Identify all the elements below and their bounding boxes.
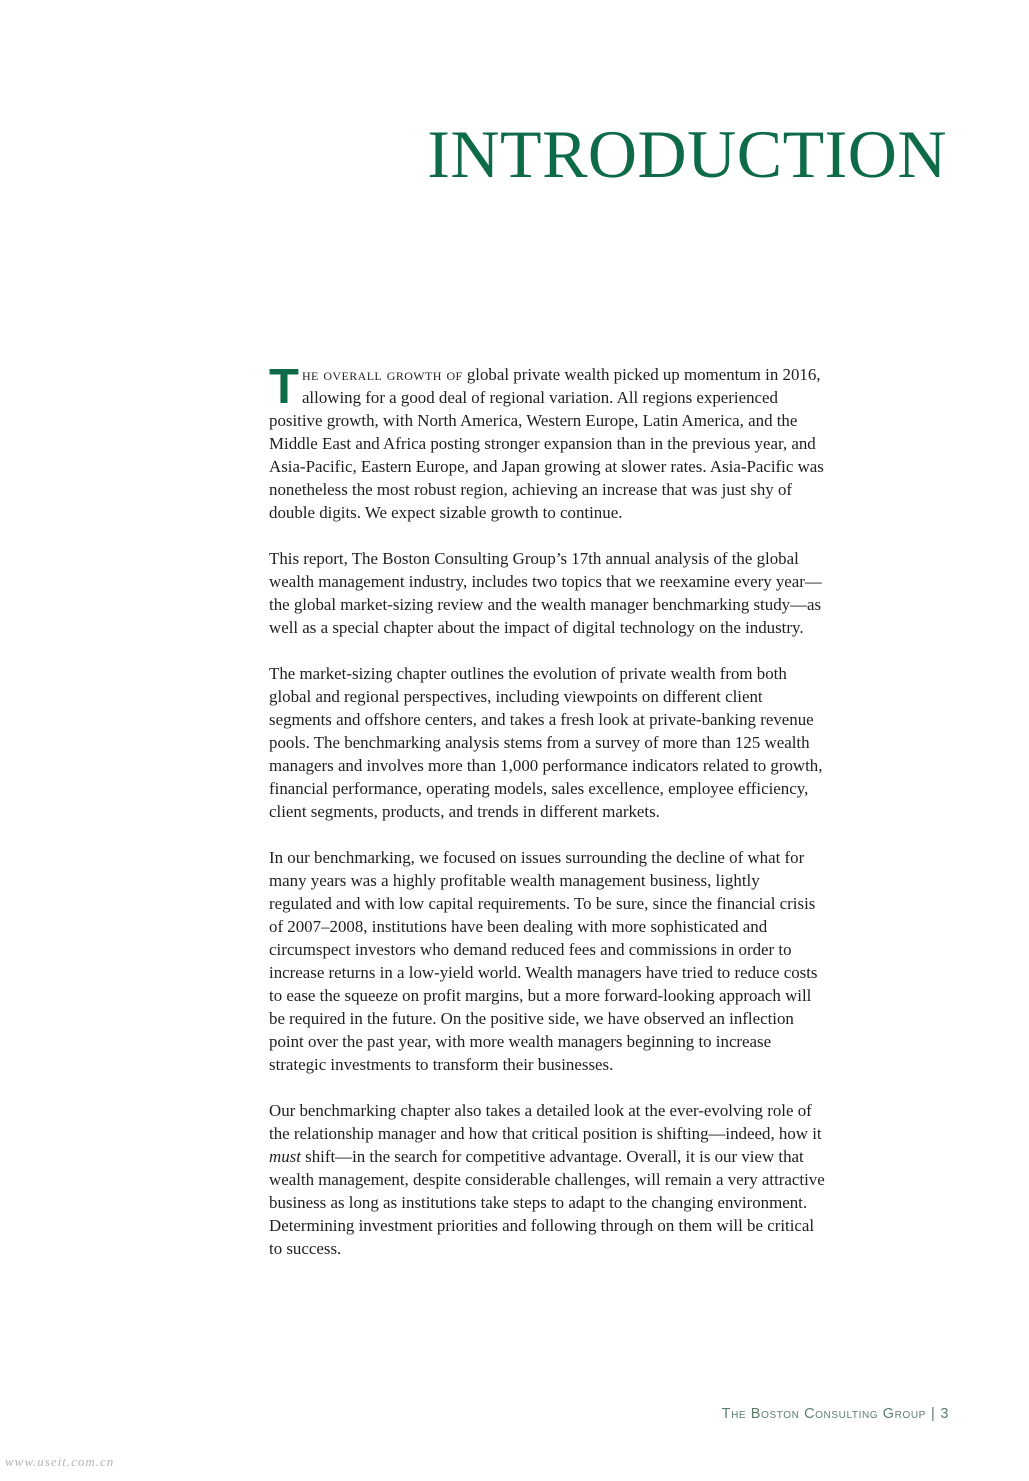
paragraph-4: In our benchmarking, we focused on issues surrounding the decline of what for many years was a highly profitable wealth management business, lightly regulated and with low capital requirements. To be sure, since the financial crisis of 2007–2008, institutions have been dealing with more sophisticated and circumspect investors who demand reduced fees and commissions in order to increase returns in a low-yield world. Wealth managers have tried to reduce costs to ease the squeeze on profit margins, but a more forward-looking approach will be required in the future. On the positive side, we have observed an inflection point over the past year, with more wealth managers beginning to increase strategic investments to transform their businesses. (269, 848, 818, 1074)
page-title: INTRODUCTION (427, 116, 947, 192)
drop-cap: T (269, 360, 299, 414)
paragraph-5-text-before: Our benchmarking chapter also takes a detailed look at the ever-evolving role of the relationship manager and how that critical position is shifting—indeed, how it (269, 1101, 822, 1143)
footer-organization: The Boston Consulting Group (721, 1406, 926, 1422)
paragraph-5 (269, 1099, 825, 1260)
paragraph-1 (269, 360, 825, 524)
paragraph-2: This report, The Boston Consulting Group’s 17th annual analysis of the global wealth management industry, includes two topics that we reexamine every year—the global market-sizing review and the wealth manager benchmarking study—as well as a special chapter about the impact of digital technology on the industry. (269, 549, 822, 637)
page-footer (722, 1406, 949, 1422)
body-text (269, 360, 825, 1260)
lead-in-smallcaps: he overall growth of (301, 365, 463, 384)
paragraph-5-emphasis: must (269, 1147, 301, 1166)
paragraph-1-text: global private wealth picked up momentum in 2016, allowing for a good deal of regional variation. All regions experienced positive growth, with North America, Western Europe, Latin America, and the Middle East and Africa posting stronger expansion than in the previous year, and Asia-Pacific, Eastern Europe, and Japan growing at slower rates. Asia-Pacific was nonetheless the most robust region, achieving an increase that was just shy of double digits. We expect sizable growth to continue. (269, 365, 824, 522)
page-number: 3 (940, 1406, 949, 1422)
footer-separator: | (930, 1406, 936, 1422)
watermark: www.useit.com.cn (5, 1454, 115, 1469)
paragraph-3: The market-sizing chapter outlines the evolution of private wealth from both global and regional perspectives, including viewpoints on different client segments and offshore centers, and takes a fresh look at private-banking revenue pools. The benchmarking analysis stems from a survey of more than 125 wealth managers and involves more than 1,000 performance indicators related to growth, financial performance, operating models, sales excellence, employee efficiency, client segments, products, and trends in different markets. (269, 664, 823, 821)
paragraph-5-text-after: shift—in the search for competitive advantage. Overall, it is our view that wealth management, despite considerable challenges, will remain a very attractive business as long as institutions take steps to adapt to the changing environment. Determining investment priorities and following through on them will be critical to success. (269, 1147, 825, 1258)
